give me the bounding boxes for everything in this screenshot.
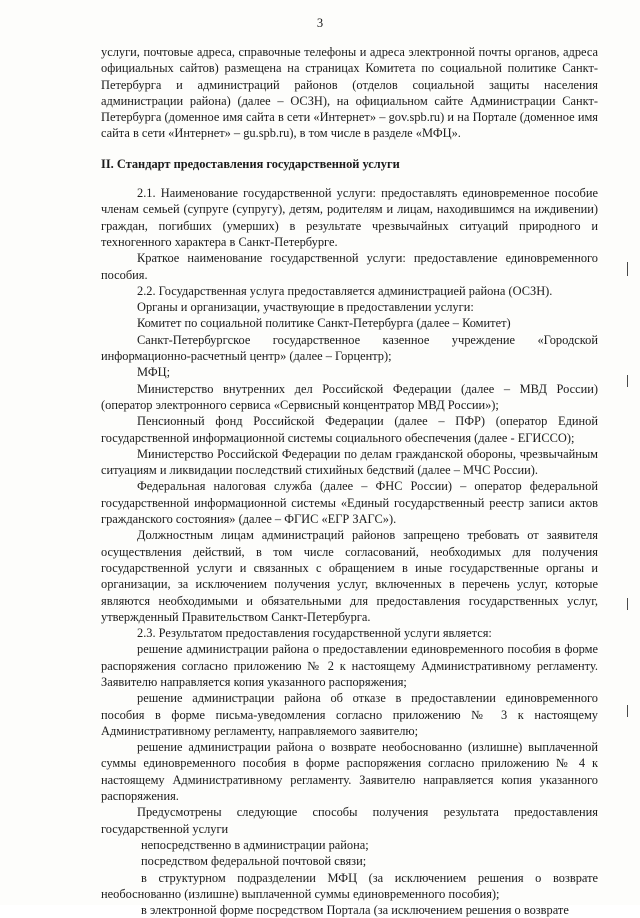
paragraph-mfc: МФЦ; [137,365,171,380]
scan-edge-mark-bottom [627,705,628,717]
paragraph-fns: Федеральная налоговая служба (далее – ФНС России) – оператор федеральной государственной информационной системы «Единый государственный реестр записи актов гражданского состояния» (далее – ФГИС «ЕГР ЗАГС»). [101,479,598,527]
list-item-portal: в электронной форме посредством Портала (за исключением решения о возврате [141,903,569,918]
paragraph-result-refund: решение администрации района о возврате необоснованно (излишне) выплаченной суммы единовременного пособия в форме распоряжения согласно приложению № 4 к настоящему Административному регламенту. Заявителю направляется копия указанного распоряжения. [101,740,598,804]
scan-edge-mark-lower [627,598,628,610]
paragraph-participants-heading: Органы и организации, участвующие в предоставлении услуги: [137,300,474,315]
list-item-mfc: в структурном подразделении МФЦ (за исключением решения о возврате необоснованно (излишне) выплаченной суммы единовременного пособия); [101,870,598,901]
paragraph-short-name: Краткое наименование государственной услуги: предоставление единовременного пособия. [101,251,598,282]
list-item-in-person: непосредственно в администрации района; [141,837,369,852]
paragraph-2-2-provider: 2.2. Государственная услуга предоставляется администрацией района (ОСЗН). [137,283,553,298]
paragraph-prohibition: Должностным лицам администраций районов запрещено требовать от заявителя осуществления действий, в том числе согласований, необходимых для получения государственной услуги и связанных с обращением в иные государственные органы и организации, за исключением получения услуг, включенных в перечень услуг, которые являются необходимыми и обязательными для предоставления государственных услуг, утвержденный Правительством Санкт-Петербурга. [101,528,598,624]
paragraph-gorcentr: Санкт-Петербургское государственное казенное учреждение «Городской информационно-расчетный центр» (далее – Горцентр); [101,332,598,364]
paragraph-methods-heading: Предусмотрены следующие способы получения результата предоставления государственной услуги [101,805,598,836]
paragraph-committee: Комитет по социальной политике Санкт-Петербурга (далее – Комитет) [137,316,511,331]
paragraph-2-3-result: 2.3. Результатом предоставления государственной услуги является: [137,626,492,641]
paragraph-pfr: Пенсионный фонд Российской Федерации (далее – ПФР) (оператор Единой государственной информационной системы социального обеспечения (далее - ЕГИССО); [101,414,598,445]
paragraph-mchs: Министерство Российской Федерации по делам гражданской обороны, чрезвычайным ситуациям и ликвидации последствий стихийных бедствий (далее – МЧС России). [101,446,598,478]
paragraph-intro-continuation: услуги, почтовые адреса, справочные телефоны и адреса электронной почты органов, адреса официальных сайтов) размещена на страницах Комитета по социальной политике Санкт-Петербурга и администраций районов (отделов социальной защиты населения администрации района) (далее – ОСЗН), на официальном сайте Администрации Санкт-Петербурга (доменное имя сайта в сети «Интернет» – gov.spb.ru) и на Портале (доменное имя сайта в сети «Интернет» – gu.spb.ru), в том числе в разделе «МФЦ». [101,45,598,141]
list-item-postal: посредством федеральной почтовой связи; [141,854,367,869]
section-title: II. Стандарт предоставления государственной услуги [101,156,400,171]
paragraph-result-grant: решение администрации района о предоставлении единовременного пособия в форме распоряжения согласно приложению № 2 к настоящему Административному регламенту. Заявителю направляется копия указанного распоряжения; [101,642,598,689]
paragraph-result-refusal: решение администрации района об отказе в предоставлении единовременного пособия в форме письма-уведомления согласно приложению № 3 к настоящему Административному регламенту, направляемого заявителю; [101,691,598,738]
paragraph-mvd: Министерство внутренних дел Российской Федерации (далее – МВД России) (оператор электронного сервиса «Сервисный концентратор МВД России»); [101,381,598,412]
scan-edge-mark-top [627,262,628,276]
page-number: 3 [316,16,324,30]
scan-edge-mark-mid [627,375,628,387]
document-body [101,44,598,918]
paragraph-2-1-service-name: 2.1. Наименование государственной услуги: предоставлять единовременное пособие членам семьей (супруге (супругу), детям, родителям и лицам, находившимся на иждивении) граждан, погибших (умерших) в результате чрезвычайных ситуаций природного и техногенного характера в Санкт-Петербурге. [101,186,598,249]
